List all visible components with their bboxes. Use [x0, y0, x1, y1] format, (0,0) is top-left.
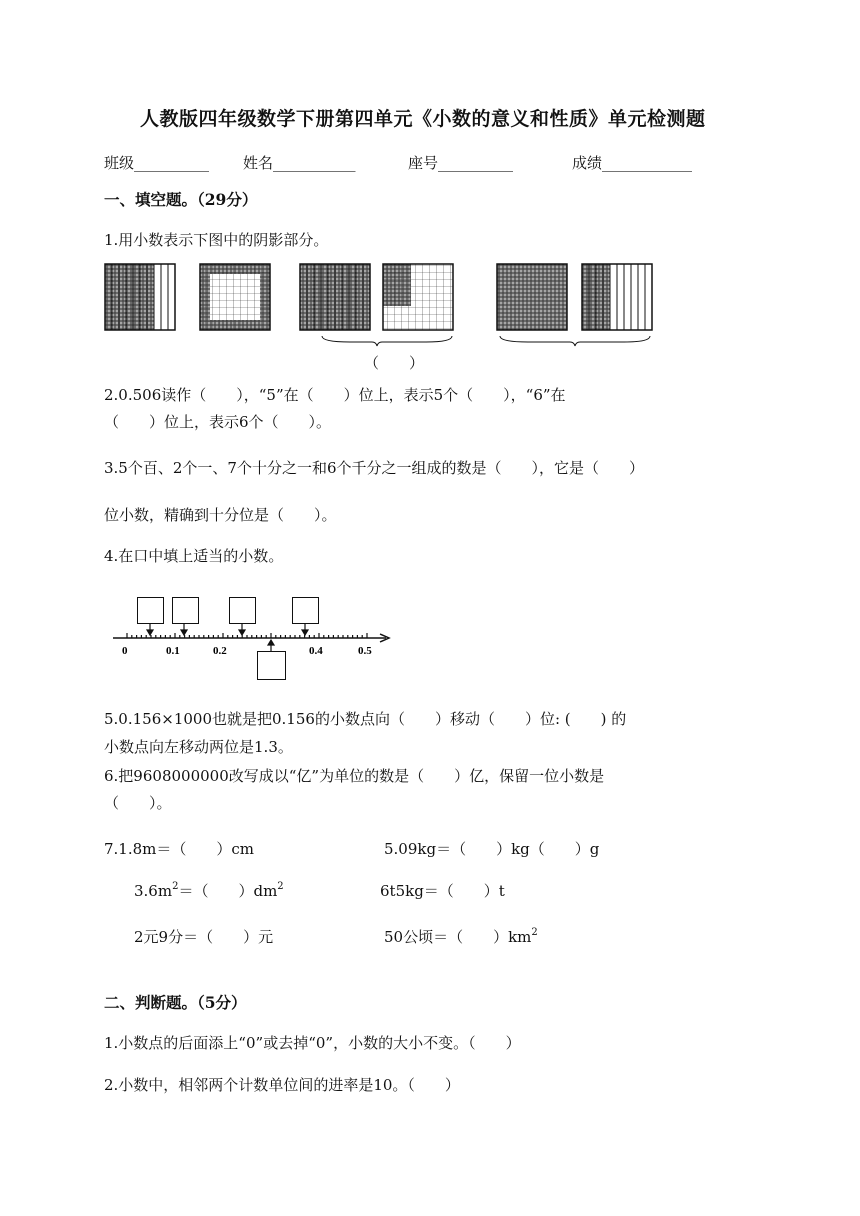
judge-question-1: 1.小数点的后面添上“0”或去掉“0”，小数的大小不变。（ ） [104, 1034, 521, 1052]
judge-question-2: 2.小数中，相邻两个计数单位间的进率是10。（ ） [104, 1076, 460, 1094]
figure-2 [200, 264, 270, 330]
question-7c: $3.6m^2=$（ ）$dm^2$ [134, 881, 284, 900]
question-7b: 5.09kg＝（ ）kg（ ）g [384, 840, 600, 858]
figure-4 [497, 264, 652, 346]
score-field[interactable]: 成绩____________ [572, 154, 693, 172]
decimal-shading-figures [100, 258, 680, 348]
class-field[interactable]: 班级__________ [104, 154, 210, 172]
question-7e: 2元9分＝（ ）元 [134, 928, 274, 946]
tick-label: 0.5 [358, 645, 372, 657]
question-4: 4.在口中填上适当的小数。 [104, 547, 284, 565]
question-6-line1: 6.把9608000000改写成以“亿”为单位的数是（ ）亿，保留一位小数是 [104, 767, 605, 785]
question-2-line2: （ ）位上，表示6个（ ）。 [104, 413, 332, 431]
question-7f: 50公顷＝（ ）$km^2$ [384, 927, 538, 946]
seat-field[interactable]: 座号__________ [408, 154, 514, 172]
question-5-line2: 小数点向左移动两位是1.3。 [104, 738, 293, 756]
question-5-line1: 5.0.156×1000也就是把0.156的小数点向（ ）移动（ ）位: ( ) 的 [104, 710, 627, 728]
q1-answer-blank[interactable]: （ ） [364, 354, 425, 372]
question-7d: 6t5kg＝（ ）t [380, 882, 505, 900]
tick-label: 0.1 [166, 645, 180, 657]
section2-heading: 二、判断题。（5分） [104, 993, 247, 1012]
question-2-line1: 2.0.506读作（ ），“5”在（ ）位上，表示5个（ ），“6”在 [104, 386, 566, 404]
number-line [110, 620, 395, 660]
tick-label: 0.4 [309, 645, 323, 657]
question-3-line2: 位小数，精确到十分位是（ ）。 [104, 506, 337, 524]
question-3-line1: 3.5个百、2个一、7个十分之一和6个千分之一组成的数是（ ），它是（ ） [104, 459, 644, 477]
page-title: 人教版四年级数学下册第四单元《小数的意义和性质》单元检测题 [140, 108, 706, 130]
section1-heading: 一、填空题。（29分） [104, 190, 258, 209]
name-field[interactable]: 姓名___________ [243, 154, 356, 172]
tick-label: 0 [122, 645, 128, 657]
question-6-line2: （ ）。 [104, 794, 172, 812]
figure-1 [105, 264, 175, 330]
tick-label: 0.2 [213, 645, 227, 657]
question-1: 1.用小数表示下图中的阴影部分。 [104, 231, 329, 249]
figure-3 [300, 264, 453, 346]
question-7a: 7.1.8m＝（ ）cm [104, 840, 255, 858]
